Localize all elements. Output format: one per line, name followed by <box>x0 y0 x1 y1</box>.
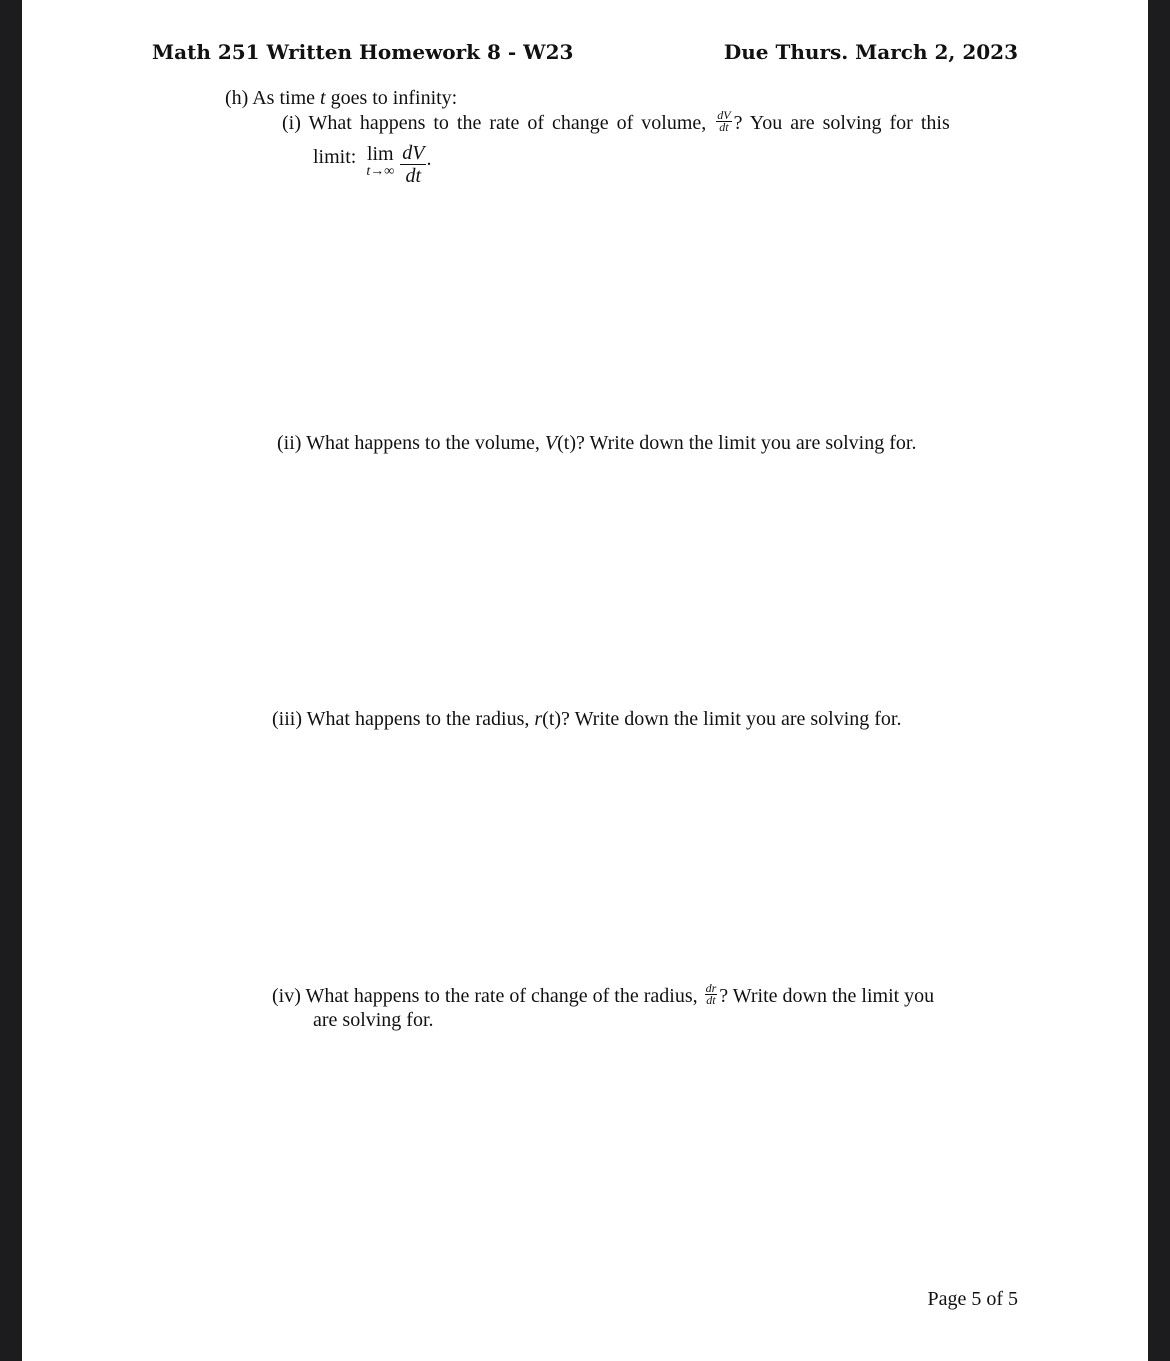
question-i <box>282 107 950 136</box>
question-iv-line2: are solving for. <box>313 1009 434 1031</box>
question-iv-text-b: ? Write down the limit you <box>719 985 935 1007</box>
header-due-date: Due Thurs. March 2, 2023 <box>723 40 1018 64</box>
question-iii-argument: (t) <box>542 708 562 730</box>
question-ii-text-a: What happens to the volume, <box>306 432 540 454</box>
part-h-variable: t <box>320 87 326 109</box>
question-i-text-a: What happens to the rate of change of volume, <box>308 112 707 134</box>
limit-prefix: limit: <box>313 146 357 169</box>
display-numerator: dV <box>402 142 425 164</box>
part-h-label: (h) <box>225 87 249 109</box>
limit-subscript: t→∞ <box>366 163 395 179</box>
question-iv-label: (iv) <box>272 985 301 1007</box>
question-iii-function: r <box>534 708 543 730</box>
question-iii-text-b: ? Write down the limit you are solving for. <box>561 708 902 730</box>
dv-dt-display-fraction <box>400 142 426 187</box>
question-ii <box>277 431 916 455</box>
dv-dt-inline-fraction <box>716 107 731 134</box>
limit-operator <box>366 143 394 179</box>
document-page <box>22 0 1148 1361</box>
display-denominator: dt <box>405 165 422 187</box>
fraction-numerator: dV <box>717 107 731 122</box>
limit-word: lim <box>366 142 394 165</box>
fraction-denominator: dt <box>706 992 716 1007</box>
part-h <box>225 86 457 110</box>
question-iii <box>272 707 901 731</box>
question-ii-label: (ii) <box>277 432 302 454</box>
question-ii-text-b: ? Write down the limit you are solving for. <box>576 432 917 454</box>
question-i-text-b: ? You are solving for this <box>733 112 950 134</box>
question-i-limit-line <box>313 138 432 187</box>
fraction-denominator: dt <box>719 119 729 134</box>
part-h-text-b: goes to infinity: <box>330 87 458 109</box>
dr-dt-inline-fraction <box>705 980 718 1007</box>
question-iii-label: (iii) <box>272 708 302 730</box>
question-ii-function: V <box>544 432 558 454</box>
page-number: Page 5 of 5 <box>927 1288 1018 1310</box>
question-iv <box>272 980 935 1009</box>
question-iii-text-a: What happens to the radius, <box>306 708 530 730</box>
question-ii-argument: (t) <box>557 432 577 454</box>
question-i-label: (i) <box>282 112 301 134</box>
part-h-text-a: As time <box>252 87 316 109</box>
fraction-numerator: dr <box>705 980 717 995</box>
header-title: Math 251 Written Homework 8 - W23 <box>152 40 574 64</box>
limit-period: . <box>426 148 432 171</box>
question-iv-text-a: What happens to the rate of change of the radius, <box>305 985 698 1007</box>
